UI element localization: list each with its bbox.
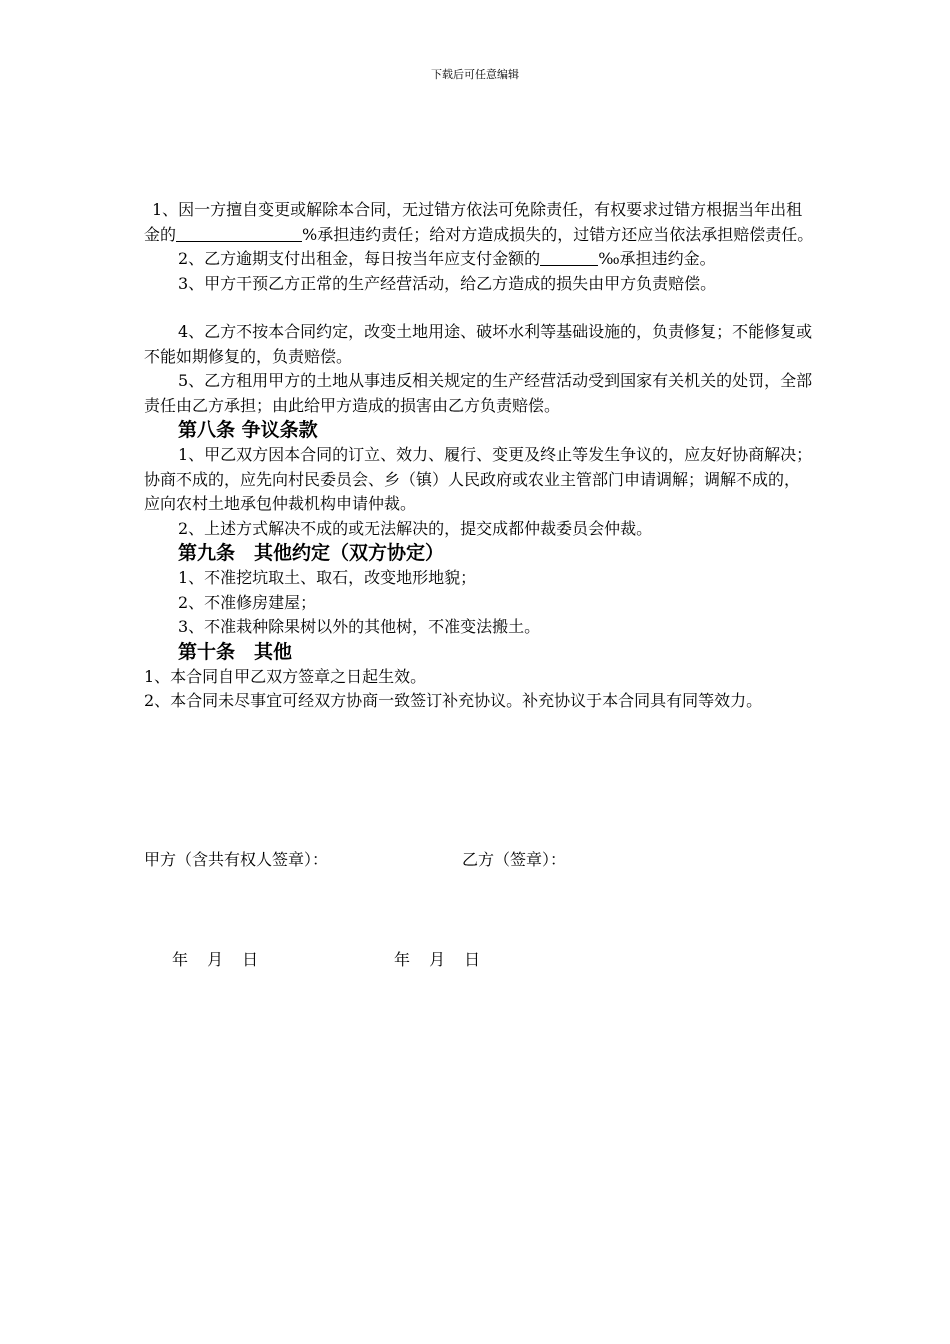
contract-body [144,198,814,714]
article-8-item-2: 2、上述方式解决不成的或无法解决的，提交成都仲裁委员会仲裁。 [178,518,653,538]
article-8-title: 第八条 争议条款 [178,419,318,441]
clause-7-item-2-text-b: ‰承担违约金。 [598,249,716,268]
article-9-item-2: 2、不准修房建屋； [178,592,317,612]
party-b-date: 年 月 日 [394,950,481,969]
header-note: 下载后可任意编辑 [431,68,519,81]
signature-row [144,847,814,871]
penalty-permille-blank[interactable] [540,249,598,266]
article-10-title: 第十条 其他 [178,640,293,663]
article-10-item-2: 2、本合同未尽事宜可经双方协商一致签订补充协议。补充协议于本合同具有同等效力。 [144,691,763,710]
clause-7-item-2 [144,247,814,272]
clause-7-item-2-text-a: 2、乙方逾期支付出租金，每日按当年应支付金额的 [178,249,541,268]
party-a-date: 年 月 日 [172,950,259,969]
clause-7-item-3: 3、甲方干预乙方正常的生产经营活动，给乙方造成的损失由甲方负责赔偿。 [178,273,717,293]
rent-percent-blank[interactable] [176,225,302,242]
party-a-signature-label: 甲方（含共有权人签章）： [144,850,329,869]
article-9-item-1: 1、不准挖坑取土、取石，改变地形地貌； [178,568,477,587]
clause-7-item-4: 4、乙方不按本合同约定，改变土地用途、破坏水利等基础设施的，负责修复；不能修复或不能如期修复的，负责赔偿。 [144,322,813,366]
clause-7-item-1 [144,198,814,247]
article-8-item-1: 1、甲乙双方因本合同的订立、效力、履行、变更及终止等发生争议的，应友好协商解决；协商不成的，应先向村民委员会、乡（镇）人民政府或农业主管部门申请调解；调解不成的，应向农村土地承包仲裁机构申请仲裁。 [144,445,813,513]
article-9-title: 第九条 其他约定（双方协定） [178,542,445,564]
paragraph-gap [144,296,814,320]
article-9-item-3: 3、不准栽种除果树以外的其他树，不准变法搬土。 [178,617,541,636]
date-row [172,947,672,971]
clause-7-item-5: 5、乙方租用甲方的土地从事违反相关规定的生产经营活动受到国家有关机关的处罚，全部责任由乙方承担；由此给甲方造成的损害由乙方负责赔偿。 [144,371,813,415]
clause-7-item-1-text-b: %承担违约责任；给对方造成损失的，过错方还应当依法承担赔偿责任。 [302,224,814,244]
clause-7-item-1-text-a: 1、因一方擅自变更或解除本合同，无过错方依法可免除责任，有权要求过错方根据当年出租金的 [144,200,803,244]
party-b-signature-label: 乙方（签章）： [462,850,567,869]
article-10-item-1: 1、本合同自甲乙双方签章之日起生效。 [144,666,427,686]
